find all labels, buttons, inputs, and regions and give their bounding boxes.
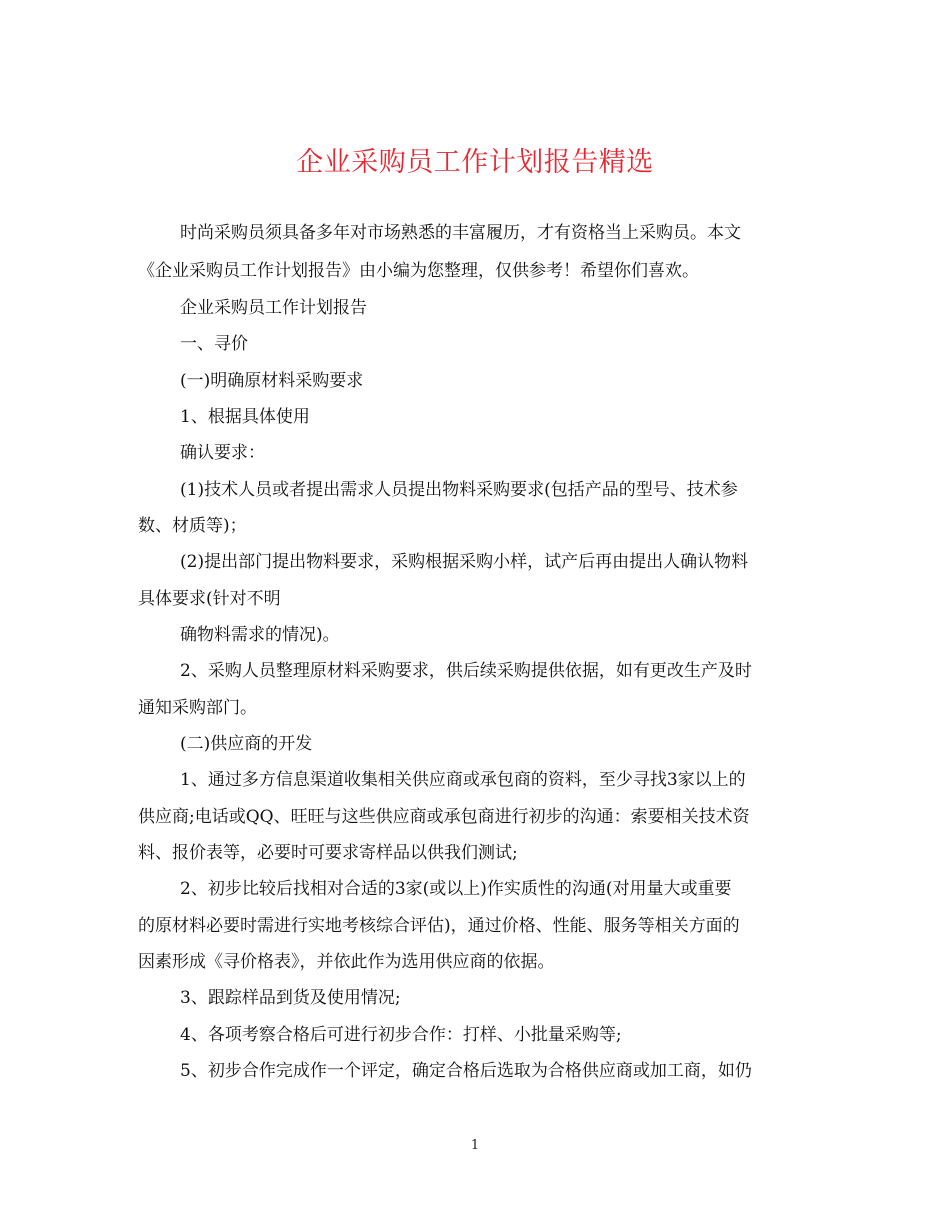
paragraph-line: 1、通过多方信息渠道收集相关供应商或承包商的资料，至少寻找3家以上的 (180, 770, 746, 790)
subsection-heading: (一)明确原材料采购要求 (180, 371, 364, 391)
paragraph-line: 5、初步合作完成作一个评定，确定合格后选取为合格供应商或加工商，如仍 (180, 1061, 752, 1081)
document-title: 企业采购员工作计划报告精选 (296, 147, 654, 178)
subsection-heading: (二)供应商的开发 (180, 734, 313, 754)
paragraph-line: 企业采购员工作计划报告 (180, 298, 367, 318)
paragraph-line: 时尚采购员须具备多年对市场熟悉的丰富履历，才有资格当上采购员。本文 (180, 223, 741, 243)
paragraph-line: 2、初步比较后找相对合适的3家(或以上)作实质性的沟通(对用量大或重要 (180, 879, 732, 899)
paragraph-line: 数、材质等)； (138, 516, 247, 536)
paragraph-line: 1、根据具体使用 (180, 407, 310, 427)
paragraph-line: (1)技术人员或者提出需求人员提出物料采购要求(包括产品的型号、技术参 (180, 480, 738, 500)
paragraph-line: 《企业采购员工作计划报告》由小编为您整理，仅供参考！希望你们喜欢。 (138, 261, 699, 281)
paragraph-line: 确认要求： (180, 443, 265, 463)
paragraph-line: 具体要求(针对不明 (138, 589, 281, 609)
page-number: 1 (470, 1138, 480, 1153)
paragraph-line: 供应商;电话或QQ、旺旺与这些供应商或承包商进行初步的沟通：索要相关技术资 (138, 807, 750, 827)
paragraph-line: 料、报价表等，必要时可要求寄样品以供我们测试; (138, 843, 518, 863)
section-heading: 一、寻价 (180, 334, 248, 354)
paragraph-line: 的原材料必要时需进行实地考核综合评估)，通过价格、性能、服务等相关方面的 (138, 916, 740, 936)
paragraph-line: 2、采购人员整理原材料采购要求，供后续采购提供依据，如有更改生产及时 (180, 661, 752, 681)
paragraph-line: 通知采购部门。 (138, 698, 257, 718)
paragraph-line: 因素形成《寻价格表》，并依此作为选用供应商的依据。 (138, 952, 555, 972)
paragraph-line: 3、跟踪样品到货及使用情况; (180, 988, 401, 1008)
paragraph-line: 4、各项考察合格后可进行初步合作：打样、小批量采购等; (180, 1025, 622, 1045)
paragraph-line: 确物料需求的情况)。 (180, 625, 340, 645)
paragraph-line: (2)提出部门提出物料要求，采购根据采购小样，试产后再由提出人确认物料 (180, 552, 749, 572)
